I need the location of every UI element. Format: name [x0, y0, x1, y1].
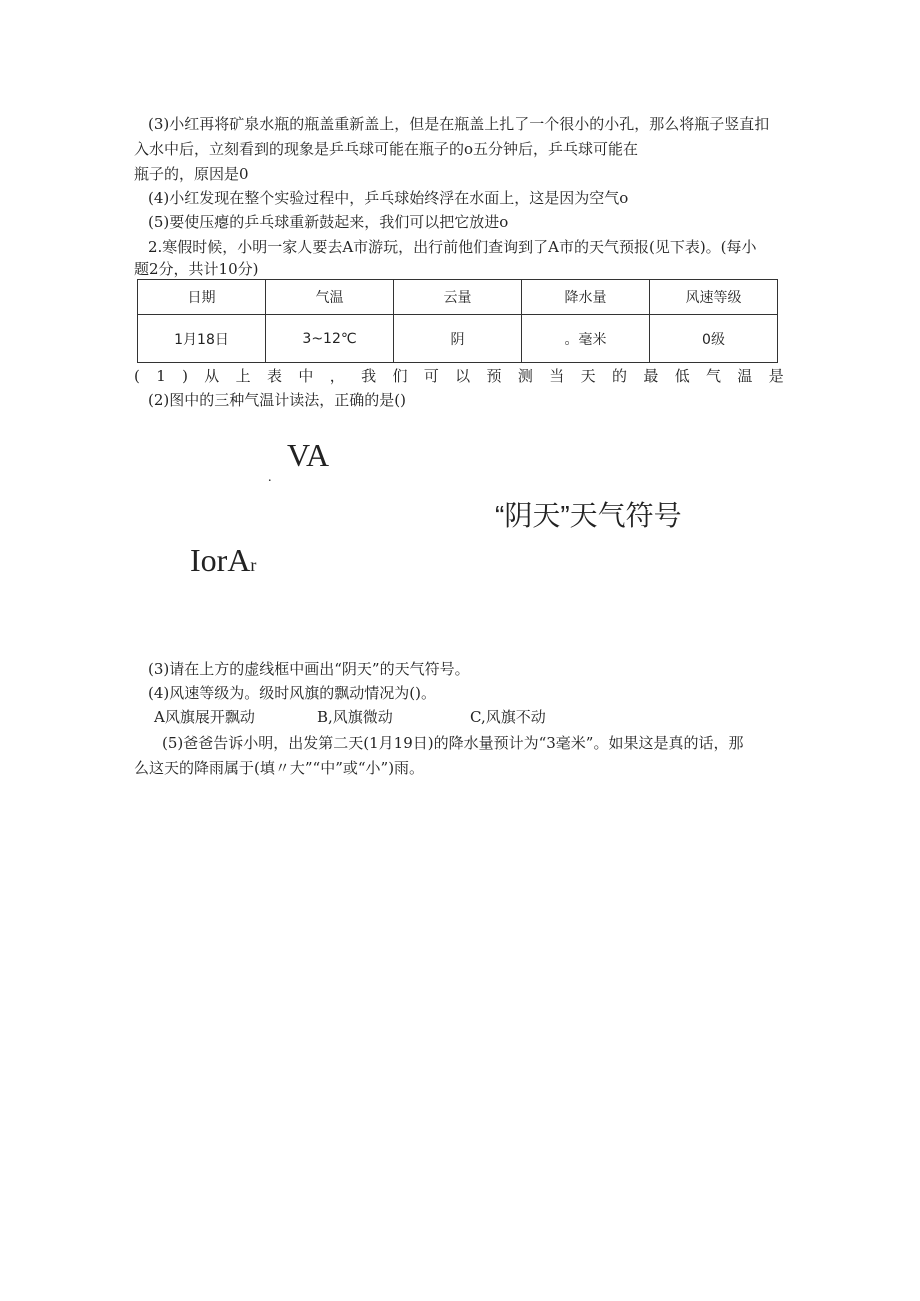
sub-question-3: (3)请在上方的虚线框中画出“阴天”的天气符号。 — [148, 660, 470, 678]
sub1-char: 测 — [517, 367, 533, 385]
sub1-char: 以 — [455, 367, 471, 385]
iora-main: IorA — [190, 542, 251, 578]
cell-date: 1月18日 — [138, 315, 266, 363]
sub1-char: 是 — [768, 367, 784, 385]
sub1-char: 中 — [298, 367, 314, 385]
weather-forecast-table — [137, 279, 778, 363]
question-5: (5)要使压瘪的乒乓球重新鼓起来，我们可以把它放进o — [148, 213, 509, 231]
iora-sub: r — [250, 555, 257, 575]
thermometer-label-iora — [190, 542, 256, 583]
sub1-char: 温 — [737, 367, 753, 385]
sub1-char: 的 — [611, 367, 627, 385]
sub1-char: 当 — [549, 367, 565, 385]
question-3-line-3: 瓶子的，原因是0 — [134, 165, 249, 183]
sub1-char: 天 — [580, 367, 596, 385]
cell-precipitation: 。毫米 — [522, 315, 650, 363]
sub1-char: ， — [329, 367, 345, 385]
option-c: C,风旗不动 — [470, 708, 546, 726]
weather-symbol-caption: “阴天”天气符号 — [495, 500, 682, 531]
header-wind-level: 风速等级 — [650, 280, 778, 315]
header-cloud: 云量 — [394, 280, 522, 315]
cell-temperature: 3~12℃ — [266, 315, 394, 363]
question-4: (4)小红发现在整个实验过程中，乒乓球始终浮在水面上，这是因为空气o — [148, 189, 629, 207]
header-date: 日期 — [138, 280, 266, 315]
sub1-char: 气 — [706, 367, 722, 385]
table-row — [138, 315, 778, 363]
sub1-char: 表 — [267, 367, 283, 385]
table-header-row — [138, 280, 778, 315]
sub-question-5-line-2: 么这天的降雨属于(填〃大”“中”或“小”)雨。 — [134, 759, 425, 777]
sub1-char: 上 — [235, 367, 251, 385]
header-temperature: 气温 — [266, 280, 394, 315]
sub1-char: ) — [182, 367, 188, 385]
sub-question-2: (2)图中的三种气温计读法，正确的是() — [148, 391, 406, 409]
sub1-char: 可 — [423, 367, 439, 385]
cell-wind-level: 0级 — [650, 315, 778, 363]
question-3-line-2: 入水中后，立刻看到的现象是乒乓球可能在瓶子的o五分钟后，乒乓球可能在 — [134, 140, 639, 158]
thermometer-label-va: VA — [287, 437, 330, 473]
question-2-intro-line-2: 题2分，共计10分) — [134, 260, 259, 278]
question-2-intro-line-1: 2.寒假时候，小明一家人要去A市游玩，出行前他们查询到了A市的天气预报(见下表)。(每小 — [148, 238, 757, 256]
option-b: B,风旗微动 — [317, 708, 393, 726]
figure-dot: . — [268, 470, 272, 485]
question-3-line-1: (3)小红再将矿泉水瓶的瓶盖重新盖上，但是在瓶盖上扎了一个很小的小孔，那么将瓶子竖直扣 — [148, 115, 770, 133]
sub-question-5-line-1: (5)爸爸告诉小明，出发第二天(1月19日)的降水量预计为“3毫米”。如果这是真的话，那 — [162, 734, 744, 752]
sub-question-4: (4)风速等级为。级时风旗的飘动情况为()。 — [148, 684, 436, 702]
sub1-char: 我 — [361, 367, 377, 385]
sub1-char: 1 — [156, 367, 166, 385]
sub1-char: 预 — [486, 367, 502, 385]
sub1-char: 最 — [643, 367, 659, 385]
option-a: A风旗展开飘动 — [154, 708, 255, 726]
sub1-char: ( — [134, 367, 140, 385]
header-precipitation: 降水量 — [522, 280, 650, 315]
sub1-char: 从 — [204, 367, 220, 385]
cell-cloud: 阴 — [394, 315, 522, 363]
sub-question-1 — [134, 366, 784, 386]
sub1-char: 低 — [674, 367, 690, 385]
sub1-char: 们 — [392, 367, 408, 385]
